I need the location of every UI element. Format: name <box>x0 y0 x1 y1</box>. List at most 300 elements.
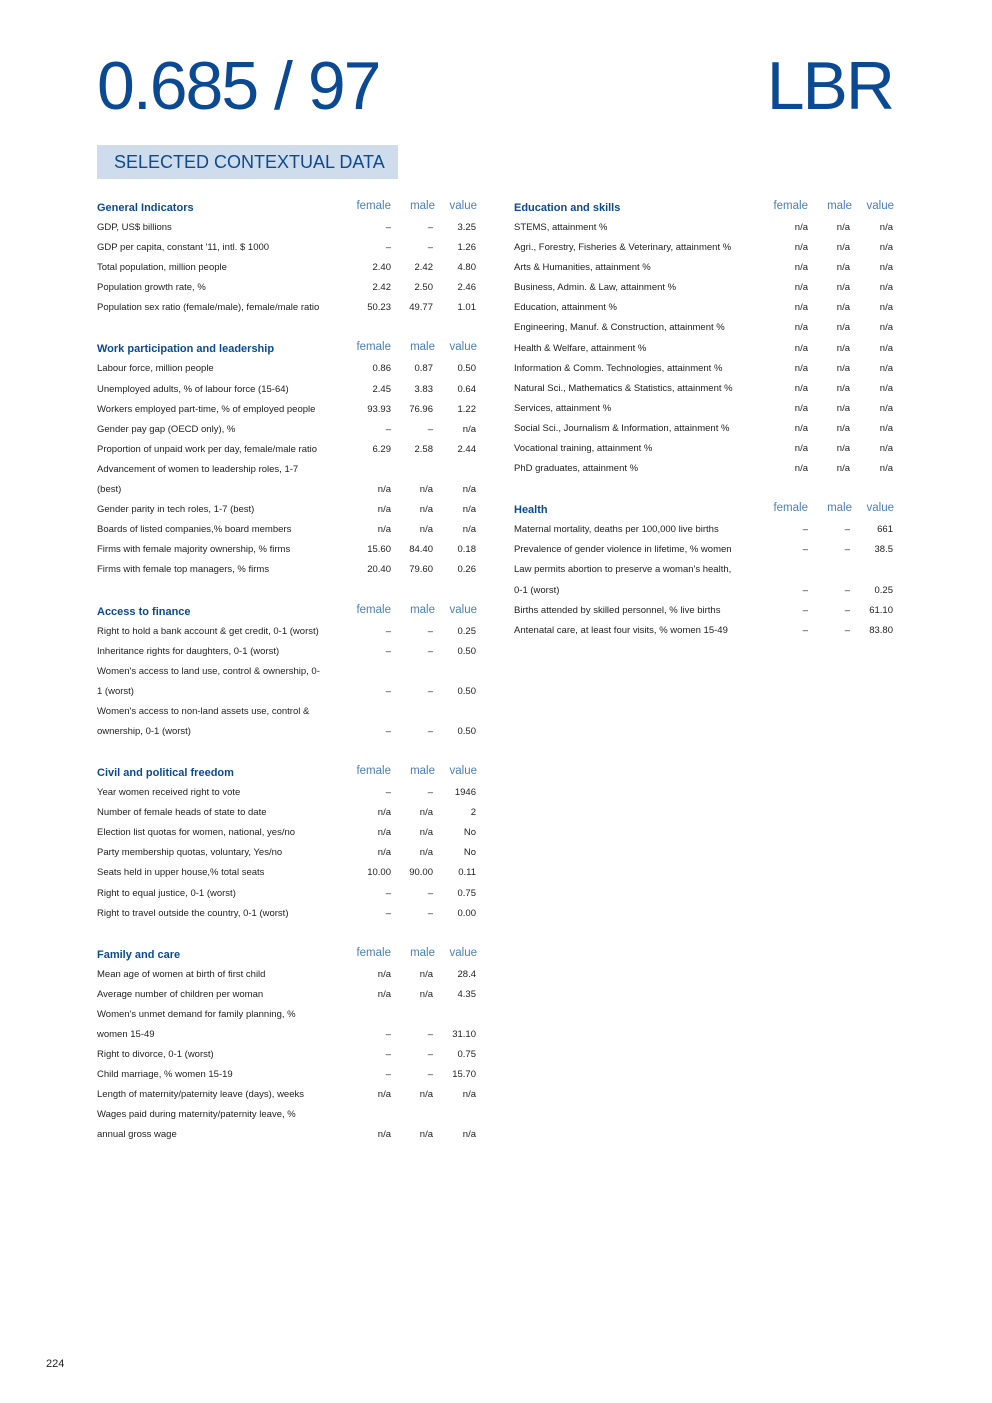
indicator-label: Natural Sci., Mathematics & Statistics, attainment % <box>514 382 733 394</box>
indicator-label: Proportion of unpaid work per day, female/male ratio <box>97 443 318 455</box>
indicator-value: 0.00 <box>457 907 476 919</box>
female-value: – <box>385 1069 391 1081</box>
indicator-row <box>97 1085 477 1105</box>
male-value: – <box>844 604 850 616</box>
indicator-row <box>97 1105 477 1125</box>
indicator-value: 1.01 <box>457 302 476 314</box>
country-code: LBR <box>766 48 893 124</box>
indicator-row <box>97 702 477 722</box>
male-value: n/a <box>419 847 433 859</box>
female-value: n/a <box>377 484 391 496</box>
indicator-label: Information & Comm. Technologies, attainment % <box>514 362 723 374</box>
indicator-label: Right to travel outside the country, 0-1 (worst) <box>97 907 289 919</box>
indicator-row <box>514 520 894 540</box>
indicator-value: 0.11 <box>458 867 476 879</box>
male-value: n/a <box>419 1089 433 1101</box>
male-value: n/a <box>419 504 433 516</box>
female-value: – <box>802 604 808 616</box>
indicator-label: Education, attainment % <box>514 302 617 314</box>
indicator-value: n/a <box>462 484 476 496</box>
indicator-value: n/a <box>879 463 893 475</box>
section-title: Health <box>514 504 548 517</box>
section-work-participation <box>97 338 477 580</box>
indicator-row <box>514 238 894 258</box>
female-value: n/a <box>794 382 808 394</box>
indicator-label: Total population, million people <box>97 262 227 274</box>
section-general-indicators <box>97 197 477 318</box>
indicator-row <box>97 722 477 742</box>
indicator-row <box>514 298 894 318</box>
male-value: n/a <box>419 807 433 819</box>
indicator-value: n/a <box>462 423 476 435</box>
column-header-value: value <box>449 603 477 616</box>
indicator-row <box>514 581 894 601</box>
indicator-row <box>97 783 477 803</box>
indicator-value: n/a <box>462 504 476 516</box>
section-title: Access to finance <box>97 605 191 618</box>
indicator-label: Right to divorce, 0-1 (worst) <box>97 1049 214 1061</box>
indicator-value: 2 <box>470 807 476 819</box>
indicator-value: n/a <box>879 242 893 254</box>
indicator-label: Agri., Forestry, Fisheries & Veterinary, attainment % <box>514 242 732 254</box>
indicator-row <box>514 258 894 278</box>
male-value: n/a <box>836 422 850 434</box>
male-value: n/a <box>419 827 433 839</box>
male-value: – <box>427 625 433 637</box>
indicator-value: n/a <box>879 322 893 334</box>
male-value: 76.96 <box>409 403 433 415</box>
indicator-row <box>514 278 894 298</box>
female-value: n/a <box>377 504 391 516</box>
female-value: – <box>802 544 808 556</box>
indicator-label: Unemployed adults, % of labour force (15-64) <box>97 383 289 395</box>
female-value: – <box>385 907 391 919</box>
female-value: n/a <box>794 362 808 374</box>
male-value: – <box>844 544 850 556</box>
male-value: 0.87 <box>414 363 433 375</box>
indicator-row <box>97 904 477 924</box>
male-value: – <box>844 524 850 536</box>
male-value: – <box>427 685 433 697</box>
female-value: 2.42 <box>372 282 391 294</box>
indicator-value: 0.25 <box>874 584 893 596</box>
column-header-male: male <box>410 603 435 616</box>
indicator-label: (best) <box>97 484 122 496</box>
indicator-label: Women's access to land use, control & ownership, 0- <box>97 665 320 677</box>
column-header-female: female <box>356 603 391 616</box>
indicator-label: Year women received right to vote <box>97 787 241 799</box>
indicator-row <box>97 863 477 883</box>
indicator-value: n/a <box>879 382 893 394</box>
column-header-value: value <box>449 765 477 778</box>
indicator-value: 0.75 <box>457 887 476 899</box>
male-value: 2.42 <box>414 262 433 274</box>
section-health <box>514 499 894 641</box>
indicator-value: n/a <box>879 402 893 414</box>
male-value: n/a <box>836 362 850 374</box>
column-header-male: male <box>410 765 435 778</box>
female-value: – <box>385 1049 391 1061</box>
male-value: n/a <box>836 382 850 394</box>
indicator-row <box>97 965 477 985</box>
indicator-row <box>97 278 477 298</box>
female-value: 20.40 <box>367 564 391 576</box>
male-value: – <box>427 242 433 254</box>
female-value: n/a <box>794 242 808 254</box>
indicator-value: 61.10 <box>869 604 893 616</box>
male-value: n/a <box>836 322 850 334</box>
male-value: – <box>427 1049 433 1061</box>
indicator-row <box>514 318 894 338</box>
female-value: n/a <box>794 322 808 334</box>
column-header-male: male <box>410 200 435 212</box>
section-title: Education and skills <box>514 202 621 214</box>
male-value: n/a <box>836 262 850 274</box>
indicator-value: n/a <box>879 302 893 314</box>
indicator-label: Gender pay gap (OECD only), % <box>97 423 236 435</box>
indicator-label: Engineering, Manuf. & Construction, attainment % <box>514 322 725 334</box>
indicator-value: n/a <box>462 524 476 536</box>
female-value: 10.00 <box>367 867 391 879</box>
column-header-female: female <box>356 341 391 354</box>
indicator-label: Workers employed part-time, % of employed people <box>97 403 316 415</box>
female-value: 6.29 <box>372 443 391 455</box>
male-value: n/a <box>836 302 850 314</box>
section-title: Family and care <box>97 948 181 961</box>
indicator-row <box>97 662 477 682</box>
indicator-value: 3.25 <box>457 222 476 233</box>
male-value: n/a <box>419 1129 433 1141</box>
section-access-to-finance <box>97 601 477 743</box>
column-header-male: male <box>827 502 852 515</box>
indicator-value: No <box>463 827 476 839</box>
indicator-row <box>514 621 894 641</box>
indicator-row <box>97 298 477 318</box>
indicator-value: 1946 <box>454 787 476 799</box>
section-header <box>514 197 894 218</box>
indicator-row <box>97 500 477 520</box>
indicator-row <box>97 540 477 560</box>
indicator-value: 0.50 <box>457 685 476 697</box>
indicator-value: 0.25 <box>457 625 476 637</box>
indicator-value: 0.64 <box>457 383 476 395</box>
indicator-label: 0-1 (worst) <box>514 584 560 596</box>
section-title: Work participation and leadership <box>97 343 275 356</box>
page-number: 224 <box>46 1358 65 1370</box>
female-value: 2.40 <box>372 262 391 274</box>
male-value: 49.77 <box>409 302 433 314</box>
indicator-row <box>97 823 477 843</box>
indicator-label: Advancement of women to leadership roles, 1-7 <box>97 463 299 475</box>
indicator-row <box>97 400 477 420</box>
indicator-value: 0.18 <box>457 544 476 556</box>
male-value: n/a <box>836 402 850 414</box>
indicator-row <box>97 1005 477 1025</box>
right-column <box>514 197 894 661</box>
indicator-value: 4.35 <box>457 988 476 1000</box>
male-value: n/a <box>836 242 850 254</box>
gender-gap-score-rank: 0.685 / 97 <box>97 48 380 124</box>
female-value: n/a <box>377 968 391 980</box>
indicator-value: 0.26 <box>457 564 476 576</box>
indicator-row <box>514 379 894 399</box>
indicator-row <box>97 258 477 278</box>
column-header-value: value <box>449 946 477 959</box>
indicator-value: n/a <box>462 1089 476 1101</box>
female-value: n/a <box>794 342 808 354</box>
column-header-male: male <box>410 946 435 959</box>
female-value: – <box>385 625 391 637</box>
indicator-value: 1.26 <box>457 242 476 254</box>
indicator-label: Social Sci., Journalism & Information, attainment % <box>514 422 730 434</box>
indicator-label: Number of female heads of state to date <box>97 807 267 819</box>
female-value: 2.45 <box>372 383 391 395</box>
indicator-row <box>97 843 477 863</box>
indicator-label: Inheritance rights for daughters, 0-1 (worst) <box>97 645 280 657</box>
indicator-row <box>514 339 894 359</box>
male-value: – <box>427 423 433 435</box>
male-value: n/a <box>419 968 433 980</box>
indicator-row <box>97 1025 477 1045</box>
indicator-value: 1.22 <box>457 403 476 415</box>
indicator-value: 31.10 <box>452 1029 476 1040</box>
indicator-label: Population growth rate, % <box>97 282 206 294</box>
column-header-male: male <box>827 200 852 212</box>
male-value: n/a <box>836 342 850 354</box>
indicator-label: Labour force, million people <box>97 363 214 375</box>
female-value: n/a <box>377 827 391 839</box>
indicator-label: Boards of listed companies,% board members <box>97 524 292 536</box>
section-education-skills <box>514 197 894 479</box>
indicator-label: Firms with female top managers, % firms <box>97 564 270 576</box>
indicator-row <box>97 420 477 440</box>
column-header-value: value <box>866 200 894 212</box>
male-value: – <box>427 645 433 657</box>
indicator-row <box>97 460 477 480</box>
female-value: n/a <box>794 422 808 434</box>
column-header-value: value <box>866 502 894 515</box>
female-value: n/a <box>794 443 808 455</box>
indicator-row <box>514 218 894 238</box>
female-value: – <box>385 787 391 799</box>
female-value: n/a <box>794 463 808 475</box>
column-header-female: female <box>356 200 391 212</box>
female-value: – <box>385 423 391 435</box>
female-value: 93.93 <box>367 403 391 415</box>
male-value: n/a <box>836 222 850 233</box>
column-header-value: value <box>449 200 477 212</box>
indicator-row <box>97 682 477 702</box>
indicator-value: n/a <box>879 282 893 294</box>
indicator-label: ownership, 0-1 (worst) <box>97 725 191 737</box>
indicator-value: n/a <box>879 422 893 434</box>
indicator-row <box>514 540 894 560</box>
indicator-label: Right to equal justice, 0-1 (worst) <box>97 887 236 899</box>
indicator-row <box>97 642 477 662</box>
indicator-row <box>514 560 894 580</box>
indicator-label: Party membership quotas, voluntary, Yes/no <box>97 847 283 859</box>
female-value: – <box>385 1029 391 1040</box>
indicator-label: Prevalence of gender violence in lifetime, % women <box>514 544 732 556</box>
indicator-label: women 15-49 <box>97 1029 155 1040</box>
male-value: – <box>427 907 433 919</box>
indicator-value: 2.46 <box>457 282 476 294</box>
indicator-row <box>514 459 894 479</box>
female-value: – <box>385 725 391 737</box>
female-value: – <box>385 685 391 697</box>
indicator-row <box>97 803 477 823</box>
indicator-row <box>97 560 477 580</box>
indicator-value: 28.4 <box>457 968 476 980</box>
section-title: Civil and political freedom <box>97 767 234 780</box>
indicator-label: Vocational training, attainment % <box>514 443 653 455</box>
indicator-value: 15.70 <box>452 1069 476 1081</box>
indicator-label: Services, attainment % <box>514 402 612 414</box>
indicator-row <box>97 1125 477 1145</box>
indicator-label: GDP per capita, constant '11, intl. $ 1000 <box>97 242 270 254</box>
male-value: – <box>844 624 850 636</box>
indicator-label: Women's unmet demand for family planning, % <box>97 1008 296 1020</box>
indicator-value: 661 <box>877 524 893 536</box>
indicator-row <box>514 601 894 621</box>
section-header <box>97 197 477 218</box>
indicator-row <box>97 622 477 642</box>
indicator-value: n/a <box>462 1129 476 1141</box>
indicator-row <box>514 439 894 459</box>
column-header-female: female <box>356 765 391 778</box>
indicator-value: 4.80 <box>457 262 476 274</box>
indicator-row <box>514 419 894 439</box>
female-value: 50.23 <box>367 302 391 314</box>
indicator-label: Seats held in upper house,% total seats <box>97 867 265 879</box>
section-family-and-care <box>97 944 477 1146</box>
female-value: 15.60 <box>367 544 391 556</box>
column-header-male: male <box>410 341 435 354</box>
female-value: n/a <box>794 222 808 233</box>
indicator-row <box>97 884 477 904</box>
female-value: – <box>802 584 808 596</box>
female-value: – <box>802 524 808 536</box>
male-value: n/a <box>419 524 433 536</box>
indicator-value: 0.50 <box>457 725 476 737</box>
indicator-label: annual gross wage <box>97 1129 177 1141</box>
male-value: n/a <box>836 463 850 475</box>
indicator-row <box>97 440 477 460</box>
indicator-value: 0.50 <box>457 645 476 657</box>
indicator-label: Gender parity in tech roles, 1-7 (best) <box>97 504 255 516</box>
female-value: – <box>385 645 391 657</box>
indicator-label: Antenatal care, at least four visits, % women 15-49 <box>514 624 728 636</box>
female-value: – <box>385 242 391 254</box>
indicator-label: Arts & Humanities, attainment % <box>514 262 651 274</box>
indicator-row <box>97 480 477 500</box>
indicator-label: Right to hold a bank account & get credit, 0-1 (worst) <box>97 625 319 637</box>
indicator-value: 0.75 <box>457 1049 476 1061</box>
indicator-row <box>97 380 477 400</box>
male-value: – <box>427 1029 433 1040</box>
section-header <box>97 762 477 783</box>
indicator-value: No <box>463 847 476 859</box>
female-value: n/a <box>377 847 391 859</box>
male-value: 2.58 <box>414 443 433 455</box>
male-value: 84.40 <box>409 544 433 556</box>
indicator-label: Births attended by skilled personnel, % live births <box>514 604 721 616</box>
female-value: 0.86 <box>372 363 391 375</box>
section-header <box>97 601 477 622</box>
section-civil-political-freedom <box>97 762 477 924</box>
male-value: 3.83 <box>414 383 433 395</box>
indicator-value: 2.44 <box>457 443 476 455</box>
female-value: n/a <box>377 1089 391 1101</box>
indicator-label: Health & Welfare, attainment % <box>514 342 647 354</box>
male-value: 90.00 <box>409 867 433 879</box>
indicator-label: Population sex ratio (female/male), female/male ratio <box>97 302 320 314</box>
column-header-female: female <box>773 200 808 212</box>
column-header-female: female <box>356 946 391 959</box>
indicator-label: Length of maternity/paternity leave (days), weeks <box>97 1089 304 1101</box>
male-value: n/a <box>836 443 850 455</box>
indicator-value: 83.80 <box>869 624 893 636</box>
male-value: – <box>427 222 433 233</box>
female-value: n/a <box>794 282 808 294</box>
male-value: n/a <box>419 484 433 496</box>
indicator-row <box>97 1045 477 1065</box>
female-value: n/a <box>794 402 808 414</box>
indicator-label: Firms with female majority ownership, % firms <box>97 544 291 556</box>
indicator-label: Mean age of women at birth of first child <box>97 968 266 980</box>
female-value: – <box>385 222 391 233</box>
indicator-value: 38.5 <box>874 544 893 556</box>
indicator-label: Average number of children per woman <box>97 988 264 1000</box>
indicator-label: Law permits abortion to preserve a woman's health, <box>514 564 732 576</box>
indicator-label: Women's access to non-land assets use, control & <box>97 705 310 717</box>
indicator-label: Election list quotas for women, national, yes/no <box>97 827 296 839</box>
male-value: n/a <box>419 988 433 1000</box>
indicator-label: STEMS, attainment % <box>514 222 608 233</box>
column-header-female: female <box>773 502 808 515</box>
section-title: General Indicators <box>97 202 194 214</box>
indicator-label: Business, Admin. & Law, attainment % <box>514 282 677 294</box>
indicator-label: Wages paid during maternity/paternity leave, % <box>97 1109 296 1121</box>
indicator-value: 0.50 <box>457 363 476 375</box>
indicator-label: 1 (worst) <box>97 685 134 697</box>
indicator-row <box>97 1065 477 1085</box>
female-value: n/a <box>377 807 391 819</box>
left-column <box>97 197 477 1166</box>
female-value: – <box>385 887 391 899</box>
indicator-row <box>514 399 894 419</box>
female-value: n/a <box>377 988 391 1000</box>
female-value: n/a <box>377 1129 391 1141</box>
indicator-value: n/a <box>879 342 893 354</box>
indicator-label: GDP, US$ billions <box>97 222 172 233</box>
male-value: 79.60 <box>409 564 433 576</box>
indicator-row <box>97 218 477 238</box>
indicator-label: Maternal mortality, deaths per 100,000 live births <box>514 524 719 536</box>
indicator-value: n/a <box>879 443 893 455</box>
indicator-value: n/a <box>879 362 893 374</box>
male-value: 2.50 <box>414 282 433 294</box>
indicator-label: Child marriage, % women 15-19 <box>97 1069 233 1081</box>
female-value: n/a <box>794 262 808 274</box>
male-value: – <box>427 1069 433 1081</box>
male-value: – <box>427 725 433 737</box>
indicator-row <box>97 985 477 1005</box>
female-value: n/a <box>794 302 808 314</box>
male-value: n/a <box>836 282 850 294</box>
male-value: – <box>844 584 850 596</box>
indicator-row <box>97 520 477 540</box>
